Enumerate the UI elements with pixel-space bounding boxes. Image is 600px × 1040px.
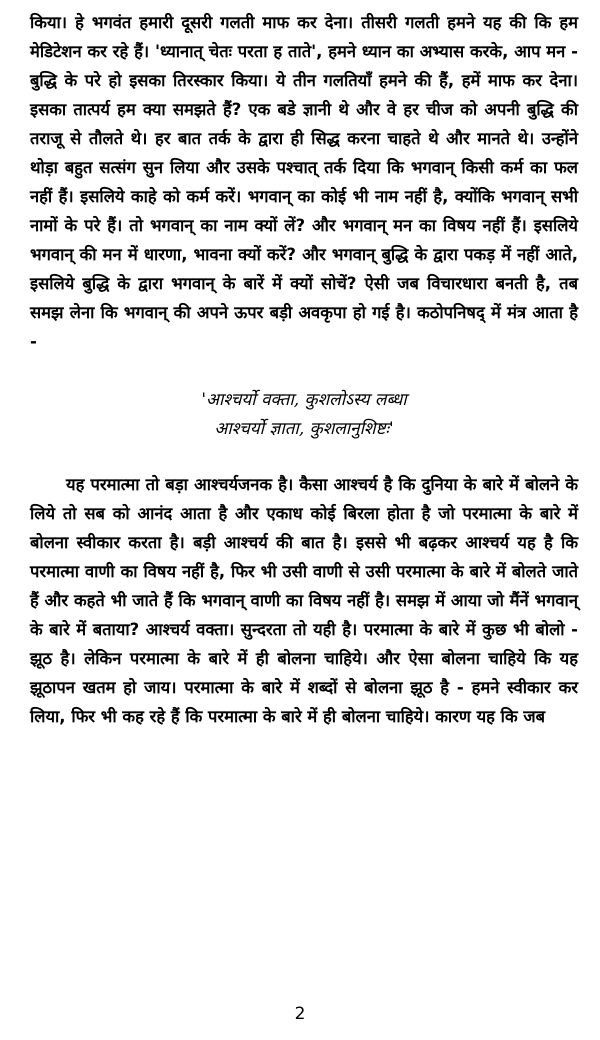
paragraph-2: यह परमात्मा तो बड़ा आश्चर्यजनक है। कैसा आश्चर्य है कि दुनिया के बारे में बोलने के लिये तो सब को आनंद आता है और एकाध कोई बिरला होता है जो परमात्मा के बारे में बोलना स्वीकार करता है। बड़ी आश्चर्य की बात है। इससे भी बढ़कर आश्चर्य यह है कि परमात्मा वाणी का विषय नहीं है, फिर भी उसी वाणी से उसी परमात्मा के बारे में बोलते जाते हैं और कहते भी जाते हैं कि भगवान् वाणी का विषय नहीं है। समझ में आया जो मैंनें भगवान् के बारे में बताया? आश्चर्य वक्ता। सुन्दरता तो यही है। परमात्मा के बारे में कुछ भी बोलो - झूठ है। लेकिन परमात्मा के बारे में ही बोलना चाहिये। और ऐसा बोलना चाहिये कि यह झूठापन खतम हो जाय। परमात्मा के बारे में शब्दों से बोलना झूठ है - हमने स्वीकार कर लिया, फिर भी कह रहे हैं कि परमात्मा के बारे में ही बोलना चाहिये। कारण यह कि जब [30,475,578,726]
quote-line-2: आश्चर्यो ज्ञाता, कुशलानुशिष्टः' [214,419,394,439]
page-number: 2 [294,1004,306,1024]
paragraph-1: किया। हे भगवंत हमारी दूसरी गलती माफ कर देना। तीसरी गलती हमने यह की कि हम मेडिटेशन कर रहे हैं। 'ध्यानात् चेतः परता ह ताते', हमने ध्यान का अभ्यास करके, आप मन - बुद्धि के परे हो इसका तिरस्कार किया। ये तीन गलतियाँ हमने की हैं, हमें माफ कर देना। इसका तात्पर्य हम क्या समझते हैं? एक बडे ज्ञानी थे और वे हर चीज को अपनी बुद्धि की तराजू से तौलते थे। हर बात तर्क के द्वारा ही सिद्ध करना चाहते थे और मानते थे। उन्होंने थोड़ा बहुत सत्संग सुन लिया और उसके पश्चात् तर्क दिया कि भगवान् किसी कर्म का फल नहीं हैं। इसलिये काहे को कर्म करें। भगवान् का कोई भी नाम नहीं है, क्योंकि भगवान् सभी नामों के परे हैं। तो भगवान् का नाम क्यों लें? और भगवान् मन का विषय नहीं हैं। इसलिये भगवान् की मन में धारणा, भावना क्यों करें? और भगवान् बुद्धि के द्वारा पकड़ में नहीं आते, इसलिये बुद्धि के द्वारा भगवान् के बारें में क्यों सोचें? ऐसी जब विचारधारा बनती है, तब समझ लेना कि भगवान् की अपने ऊपर बड़ी अवकृपा हो गई है। कठोपनिषद् में मंत्र आता है - [30,13,578,351]
document-page [30,8,578,731]
scripture-quote [30,386,578,444]
quote-line-1: 'आश्चर्यो वक्ता, कुशलोऽस्य लब्धा [201,390,407,410]
